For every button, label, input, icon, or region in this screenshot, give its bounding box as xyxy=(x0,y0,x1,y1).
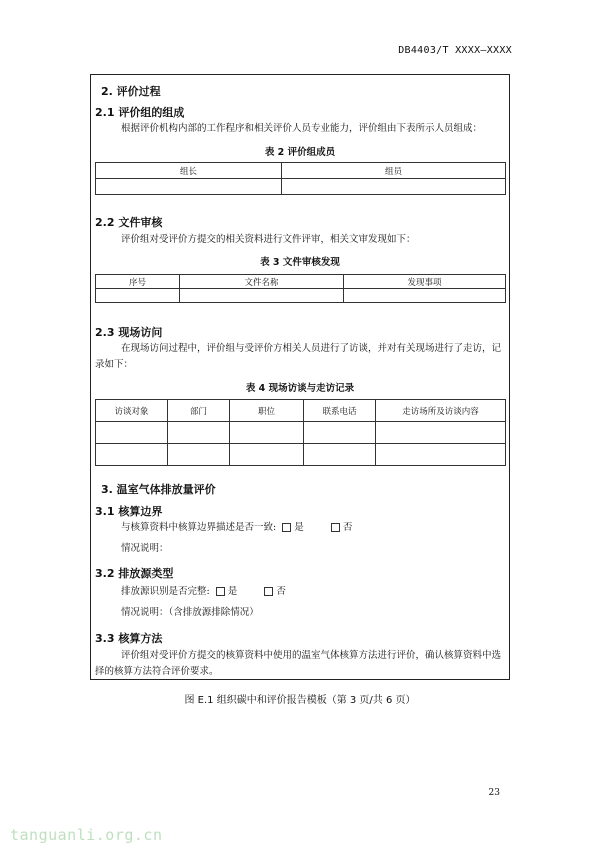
table-3-header-no: 序号 xyxy=(96,275,180,289)
section-2-1-title: 2.1 评价组的组成 xyxy=(95,106,185,119)
table-2-cell[interactable] xyxy=(96,179,282,195)
section-2-2-title: 2.2 文件审核 xyxy=(95,216,163,229)
table-4-header-department: 部门 xyxy=(168,400,230,422)
source-yes-label: 是 xyxy=(227,586,238,597)
report-frame xyxy=(90,74,510,680)
table-4 xyxy=(95,399,506,466)
boundary-no-checkbox[interactable] xyxy=(331,523,340,532)
source-question: 排放源识别是否完整: xyxy=(121,586,210,597)
table-3-cell[interactable] xyxy=(180,289,344,303)
table-2-header-members: 组员 xyxy=(282,163,506,179)
source-yes-checkbox[interactable] xyxy=(216,587,225,596)
section-2-3-text: 在现场访问过程中，评价组与受评价方相关人员进行了访谈，并对有关现场进行了走访，记录如下： xyxy=(95,343,502,370)
table-2-cell[interactable] xyxy=(282,179,506,195)
table-4-cell[interactable] xyxy=(168,422,230,444)
table-4-caption: 表 4 现场访谈与走访记录 xyxy=(245,383,355,394)
section-3-2-title: 3.2 排放源类型 xyxy=(95,567,174,580)
table-4-cell[interactable] xyxy=(304,422,376,444)
table-4-cell[interactable] xyxy=(168,444,230,466)
source-no-label: 否 xyxy=(276,586,286,597)
standard-code: DB4403/T XXXX—XXXX xyxy=(398,45,512,56)
source-no-checkbox[interactable] xyxy=(264,587,273,596)
boundary-yes-label: 是 xyxy=(294,522,304,533)
table-4-cell[interactable] xyxy=(376,444,506,466)
boundary-question: 与核算资料中核算边界描述是否一致: xyxy=(121,522,277,533)
table-4-cell[interactable] xyxy=(230,444,304,466)
section-3-title: 3. 温室气体排放量评价 xyxy=(101,483,216,496)
table-4-cell[interactable] xyxy=(376,422,506,444)
section-2-title: 2. 评价过程 xyxy=(101,85,161,98)
section-2-1-text: 根据评价机构内部的工作程序和相关评价人员专业能力，评价组由下表所示人员组成： xyxy=(121,123,483,134)
table-2-header-leader: 组长 xyxy=(96,163,282,179)
table-3-header-findings: 发现事项 xyxy=(344,275,506,289)
table-3-cell[interactable] xyxy=(344,289,506,303)
section-3-3-title: 3.3 核算方法 xyxy=(95,632,163,645)
section-3-1-note: 情况说明： xyxy=(121,543,169,554)
section-3-3-text: 评价组对受评价方提交的核算资料中使用的温室气体核算方法进行评价，确认核算资料中选择的核算方法符合评价要求。 xyxy=(95,650,502,677)
table-3-header-filename: 文件名称 xyxy=(180,275,344,289)
table-4-cell[interactable] xyxy=(96,444,168,466)
table-4-header-phone: 联系电话 xyxy=(304,400,376,422)
section-2-3-title: 2.3 现场访问 xyxy=(95,326,163,339)
boundary-no-label: 否 xyxy=(342,522,353,533)
table-4-cell[interactable] xyxy=(304,444,376,466)
table-4-header-position: 职位 xyxy=(230,400,304,422)
table-3 xyxy=(95,274,506,303)
table-4-cell[interactable] xyxy=(230,422,304,444)
table-4-header-content: 走访场所及访谈内容 xyxy=(376,400,506,422)
section-3-1-title: 3.1 核算边界 xyxy=(95,505,163,518)
page-number: 23 xyxy=(488,788,500,798)
table-3-cell[interactable] xyxy=(96,289,180,303)
table-2 xyxy=(95,162,506,195)
watermark: tanguanli.org.cn xyxy=(10,826,163,844)
table-4-cell[interactable] xyxy=(96,422,168,444)
section-2-2-text: 评价组对受评价方提交的相关资料进行文件评审，相关文审发现如下： xyxy=(121,234,416,245)
section-3-2-note: 情况说明：（含排放源排除情况） xyxy=(121,607,259,618)
section-3-1-question-row xyxy=(121,520,352,536)
table-2-caption: 表 2 评价组成员 xyxy=(264,147,336,158)
figure-caption: 图 E.1 组织碳中和评价报告模板（第 3 页/共 6 页） xyxy=(184,695,416,706)
boundary-yes-checkbox[interactable] xyxy=(282,523,291,532)
table-4-header-interviewee: 访谈对象 xyxy=(96,400,168,422)
section-3-2-question-row xyxy=(121,584,286,600)
table-3-caption: 表 3 文件审核发现 xyxy=(260,257,340,268)
